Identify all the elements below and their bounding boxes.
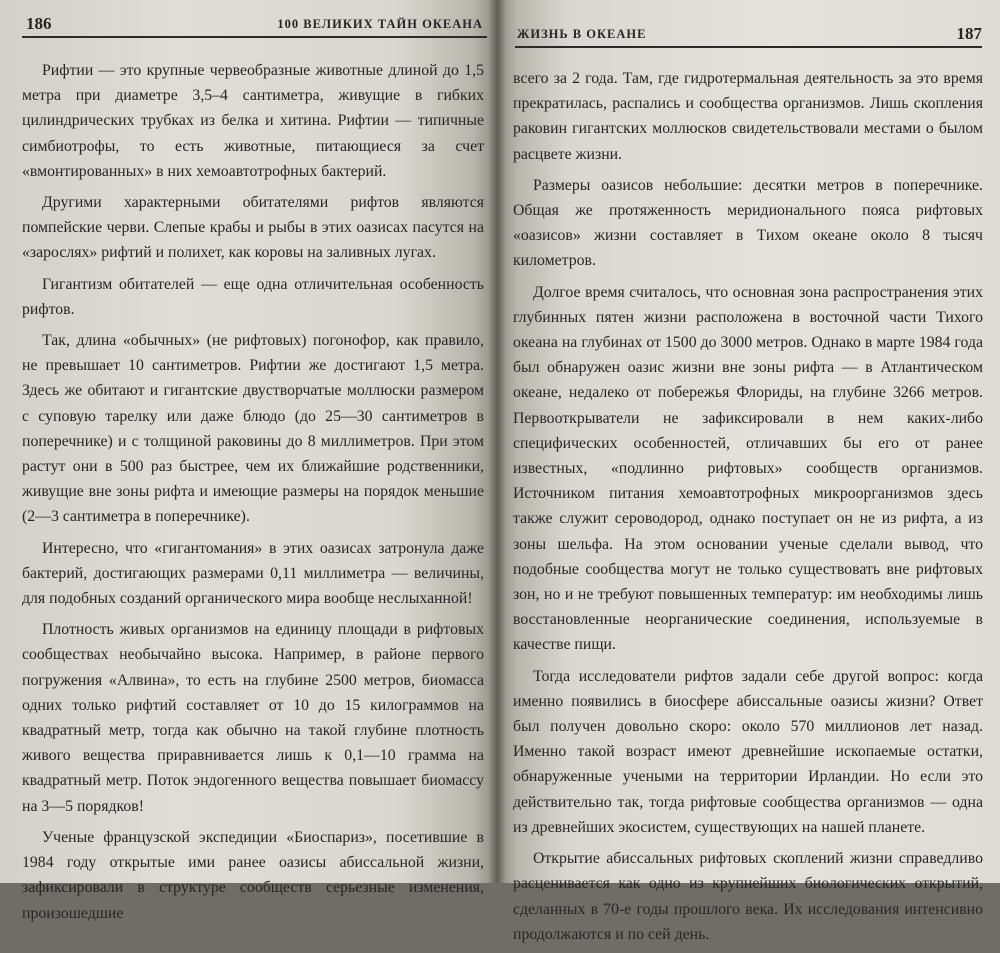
- paragraph: Другими характерными обитателями рифтов являются помпейские черви. Слепые крабы и рыбы в этих оазисах пасутся на «зарослях» рифтий и полихет, как коровы на заливных лугах.: [22, 194, 484, 262]
- page-number: 186: [26, 14, 52, 33]
- running-title: ЖИЗНЬ В ОКЕАНЕ: [517, 27, 647, 41]
- left-page: [0, 0, 497, 922]
- right-page-body: [513, 66, 983, 953]
- paragraph: Интересно, что «гигантомания» в этих оазисах затронула даже бактерий, достигающих размерами 0,11 миллиметра — величины, для подобных созданий органического мира вообще неслыханной!: [22, 539, 484, 608]
- running-title: 100 ВЕЛИКИХ ТАЙН ОКЕАНА: [277, 17, 483, 31]
- paragraph: Ученые французской экспедиции «Биоспариз», посетившие в 1984 году открытые ими ранее оазисы абиссальной жизни, зафиксировали в структуре сообществ серьезные изменения, произошедшие: [22, 828, 484, 922]
- paragraph: Так, длина «обычных» (не рифтовых) погонофор, как правило, не превышает 10 сантиметров. Рифтии же достигают 1,5 метра. Здесь же обитают и гигантские двустворчатые моллюски размером с суповую тарелку или даже блюдо (до 25—30 сантиметров в поперечнике) и с толщиной раковины до 8 миллиметров. При этом растут они в 500 раз быстрее, чем их ближайшие родственники, живущие вне зоны рифта и имеющие размеры на порядок меньшие (2—3 сантиметра в поперечнике).: [22, 332, 484, 526]
- paragraph-continuation: всего за 2 года. Там, где гидротермальная деятельность за это время прекратилась, распались и сообщества организмов. Лишь скопления раковин гигантских моллюсков свидетельствовали местами о былом расцвете жизни.: [513, 70, 983, 163]
- paragraph: Гигантизм обитателей — еще одна отличительная особенность рифтов.: [22, 275, 484, 318]
- paragraph: Открытие абиссальных рифтовых скоплений жизни справедливо расценивается как одно из крупнейших биологических открытий, сделанных в 70-е годы прошлого века. Их исследования интенсивно продолжаются и по сей день.: [513, 850, 983, 943]
- paragraph: Тогда исследователи рифтов задали себе другой вопрос: когда именно появились в биосфере абиссальные оазисы жизни? Ответ был получен довольно скоро: около 570 миллионов лет назад. Именно такой возраст имеют древнейшие ископаемые остатки, обнаруженные учеными на территории Ирландии. Но если это действительно так, тогда рифтовые сообщества организмов — одна из древнейших экосистем, существующих на нашей планете.: [513, 667, 983, 836]
- right-page-header: [515, 16, 982, 48]
- right-page: [497, 0, 1000, 943]
- paragraph: Рифтии — это крупные червеобразные животные длиной до 1,5 метра при диаметре 3,5–4 сантиметра, живущие в гибких цилиндрических трубках из белка и хитина. Рифтии — типичные симбиотрофы, то есть животные, питающиеся за счет «вмонтированных» в них хемоавтотрофных бактерий.: [22, 62, 484, 180]
- left-page-header: [22, 6, 487, 38]
- paragraph: Долгое время считалось, что основная зона распространения этих глубинных пятен жизни расположена в восточной части Тихого океана на глубинах от 1500 до 3000 метров. Однако в марте 1984 года был обнаружен оазис жизни вне зоны рифта — в Атлантическом океане, недалеко от побережья Флориды, на глубине 3266 метров. Первооткрыватели не зафиксировали в нем каких-либо специфических особенностей, отличавших бы его от ранее известных, «подлинно рифтовых» сообществ организмов. Источником питания хемоавтотрофных микроорганизмов здесь также служит сероводород, однако поступает он не из рифта, а из зоны шельфа. На этом основании ученые сделали вывод, что подобные сообщества могут не только существовать вне рифтовых зон, но и не требуют повышенных температур: им необходимы лишь восстановленные неорганические соединения, используемые в качестве пищи.: [513, 283, 983, 654]
- left-page-body: [22, 58, 484, 932]
- book-gutter: [488, 0, 506, 883]
- page-number: 187: [956, 24, 982, 43]
- paragraph: Плотность живых организмов на единицу площади в рифтовых сообществах необычайно высока. Например, в районе первого погружения «Алвина», то есть на глубине 2500 метров, биомасса одних только рифтий составляет от 10 до 15 килограммов на квадратный метр, тогда как обычно на такой глубине плотность живого вещества приравнивается лишь к 0,1—10 грамма на квадратный метр. Поток эндогенного вещества повышает биомассу на 3—5 порядков!: [22, 621, 484, 815]
- paragraph: Размеры оазисов небольшие: десятки метров в поперечнике. Общая же протяженность меридионального пояса рифтовых «оазисов» жизни составляет в Тихом океане около 8 тысяч километров.: [513, 176, 983, 270]
